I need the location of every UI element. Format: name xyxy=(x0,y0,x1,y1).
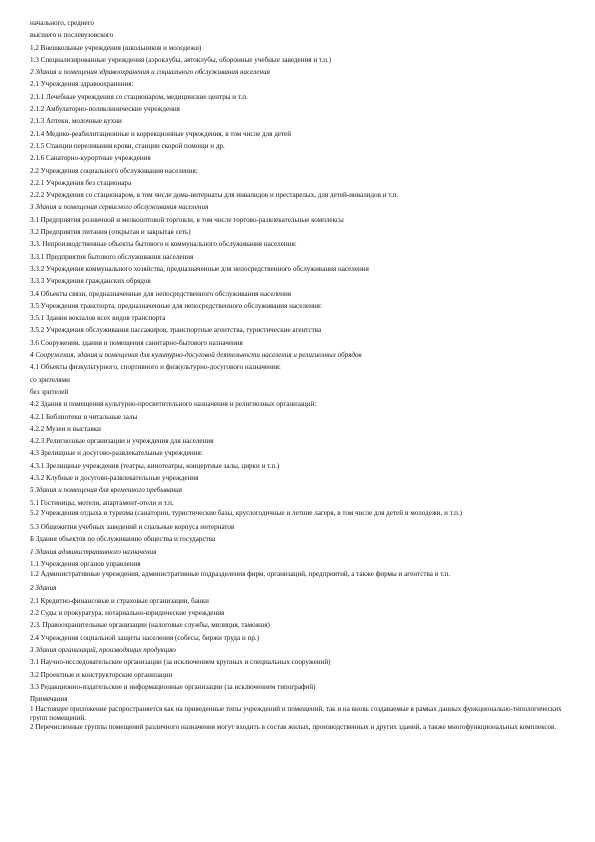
list-item: 2.3. Правоохранительные организации (налоговые службы, милиция, таможня) xyxy=(30,621,270,630)
list-item: без зрителей xyxy=(30,387,69,396)
list-item: 3.3.3 Учреждения гражданских обрядов xyxy=(30,277,151,286)
list-item: 2.1 Учреждения здравоохранения: xyxy=(30,80,134,89)
section-heading: 2 Здания xyxy=(30,584,57,593)
section-heading: 1 Здания административного назначения xyxy=(30,547,157,556)
list-item: 2.1.2 Амбулаторно-поликлинические учреждения xyxy=(30,105,180,114)
list-item: 2.1.5 Станции переливания крови, станции скорой помощи и др. xyxy=(30,141,225,150)
list-item: 1.3 Специализированные учреждения (аэроклубы, автоклубы, оборонные учебные заведения и т.п.) xyxy=(30,55,332,64)
list-item: 3.1 Научно-исследовательские организации (за исключением крупных и специальных сооружений) xyxy=(30,658,331,667)
list-item: 5.2 Учреждения отдыха и туризма (санатории, туристические базы, круглогодичные и летние лагеря, в том числе для детей и молодежи, и т.п.) xyxy=(30,508,462,517)
list-item: 3.6 Сооружения, здания и помещения санитарно-бытового назначения xyxy=(30,338,243,347)
list-item: 3.2 Проектные и конструкторские организации xyxy=(30,670,173,679)
list-item: 3.5 Учреждения транспорта, предназначенные для непосредственного обслуживания населения: xyxy=(30,301,322,310)
list-item: 4.2.2 Музеи и выставки xyxy=(30,424,101,433)
list-item: Б Здания объектов по обслуживанию общества и государства xyxy=(30,535,216,544)
section-heading: 3 Здания и помещения сервисного обслуживания населения xyxy=(30,203,209,212)
list-item: 2.2.2 Учреждения со стационаром, в том числе дома-интернаты для инвалидов и престарелых, для детей-инвалидов и т.п. xyxy=(30,191,399,200)
note-item: 2 Перечисленные группы помещений различного назначения могут входить в состав жилых, производственных и других зданий, а также многофункциональных комплексов. xyxy=(30,722,557,731)
document-body xyxy=(30,17,570,731)
list-item: 5.1 Гостиницы, мотели, апартамент-отели и т.п. xyxy=(30,498,174,507)
list-item: 4.3.1 Зрелищные учреждения (театры, кинотеатры, концертные залы, цирки и т.п.) xyxy=(30,461,280,470)
note-item: 1 Настоящее приложение распространяется как на приведенные типы учреждений и помещений, так и на вновь создаваемые в рамках данных функционально-типологических групп помещений. xyxy=(30,705,562,722)
list-item: 3.3.2 Учреждения коммунального хозяйства, предназначенные для непосредственного обслуживания населения xyxy=(30,264,369,273)
list-item: 2.2 Учреждения социального обслуживания населения: xyxy=(30,166,198,175)
list-item: 4.2 Здания и помещения культурно-просветительного назначения и религиозных организаций: xyxy=(30,400,317,409)
list-item: 2.1.6 Санаторно-курортные учреждения xyxy=(30,154,151,163)
list-item: 2.1.1 Лечебные учреждения со стационаром, медицинские центры и т.п. xyxy=(30,92,248,101)
list-item: 3.3.1 Предприятия бытового обслуживания населения xyxy=(30,252,194,261)
list-item: 5.3 Общежития учебных заведений и спальные корпуса интернатов xyxy=(30,523,235,532)
section-heading: 5 Здания и помещения для временного пребывания xyxy=(30,486,182,495)
list-item: 3.1 Предприятия розничной и мелкооптовой торговли, в том числе торгово-развлекательные комплексы xyxy=(30,215,344,224)
list-item: 3.3. Непроизводственные объекты бытового и коммунального обслуживания населения: xyxy=(30,240,297,249)
list-item: начального, среднего xyxy=(30,19,94,27)
list-item: 2.2.1 Учреждения без стационара xyxy=(30,178,132,187)
list-item: 3.5.1 Здания вокзалов всех видов транспорта xyxy=(30,314,166,323)
section-heading: 3 Здания организаций, производящих продукцию xyxy=(30,645,176,654)
list-item: 1.2 Административные учреждения, административные подразделения фирм, организаций, предприятий, а также фирмы и агентства и т.п. xyxy=(30,570,451,579)
list-item: 2.1 Кредитно-финансовые и страховые организации, банки xyxy=(30,596,209,605)
list-item: 4.2.1 Библиотеки и читальные залы xyxy=(30,412,138,421)
notes-heading: Примечания xyxy=(30,695,68,704)
list-item: 4.2.3 Религиозные организации и учреждения для населения xyxy=(30,437,214,446)
list-item: 3.2 Предприятия питания (открытая и закрытая сеть) xyxy=(30,228,191,237)
list-item: 3.3 Редакционно-издательские и информационные организации (за исключением типографий) xyxy=(30,682,316,691)
list-item: 4.3.2 Клубные и досугово-развлекательные учреждения xyxy=(30,473,199,482)
list-item: 4.1 Объекты физкультурного, спортивного и физкультурно-досугового назначения: xyxy=(30,363,281,372)
section-heading: 4 Сооружения, здания и помещения для культурно-досуговой деятельности населения и религиозных обрядов xyxy=(30,351,362,360)
list-item: 2.2 Суды и прокуратура, нотариально-юридические учреждения xyxy=(30,609,225,618)
list-item: 4.3 Зрелищные и досугово-развлекательные учреждения: xyxy=(30,449,203,458)
list-item: 3.4 Объекты связи, предназначенные для непосредственного обслуживания населения xyxy=(30,289,292,298)
list-item: 2.1.4 Медико-реабилитационные и коррекционные учреждения, в том числе для детей xyxy=(30,129,292,138)
list-item: высшего и послевузовского xyxy=(30,31,114,40)
list-item: со зрителями xyxy=(30,375,70,384)
list-item: 1.2 Внешкольные учреждения (школьников и молодежи) xyxy=(30,43,202,52)
list-item: 1.1 Учреждения органов управления xyxy=(30,559,141,568)
list-item: 2.1.3 Аптеки, молочные кухни xyxy=(30,117,122,126)
list-item: 2.4 Учреждения социальной защиты населения (собесы, биржи труда и пр.) xyxy=(30,633,259,642)
list-item: 3.5.2 Учреждения обслуживания пассажиров, транспортные агентства, туристические агентства xyxy=(30,326,322,335)
section-heading: 2 Здания и помещения здравоохранения и социального обслуживания населения xyxy=(30,68,270,77)
